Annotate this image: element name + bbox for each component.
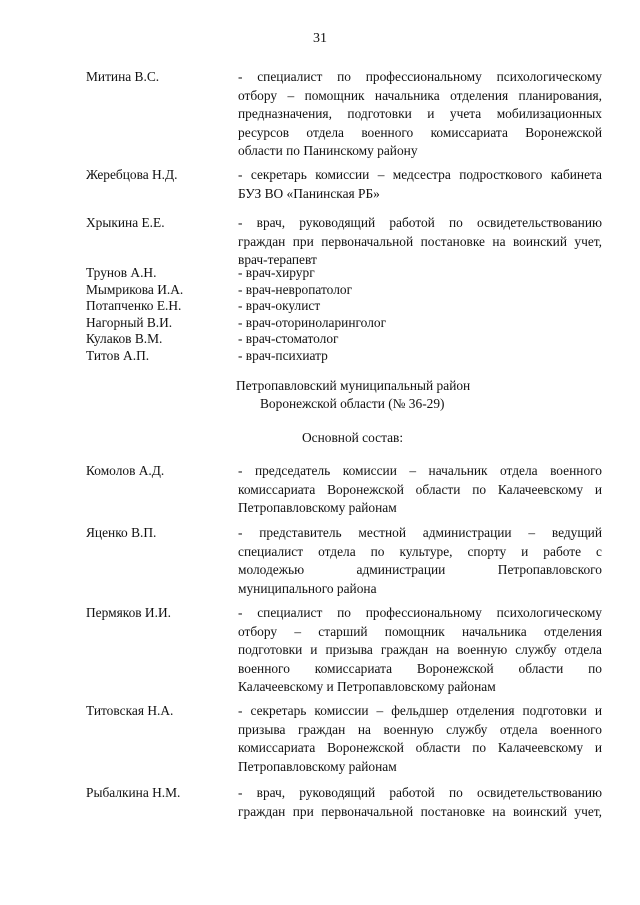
role-line: подготовки и призыва граждан на военную службу отдела: [238, 642, 602, 658]
member-name: Пермяков И.И.: [86, 605, 171, 620]
page-number: 31: [313, 31, 327, 46]
doctor-name: Мымрикова И.А.: [86, 281, 184, 297]
doctor-name: Трунов А.Н.: [86, 265, 157, 280]
entry-rybalkina: [86, 784, 602, 821]
doctor-role: - врач-оториноларинголог: [238, 314, 387, 330]
role-line: врач-терапевт: [238, 252, 317, 268]
role-line: призыва граждан на военную службу отдела военного: [238, 721, 602, 737]
role-line: - секретарь комиссии – фельдшер отделения подготовки и: [238, 703, 602, 718]
doctor-name: Кулаков В.М.: [86, 331, 163, 346]
member-name: Комолов А.Д.: [86, 463, 165, 478]
role-line: области по Панинскому району: [238, 143, 418, 159]
role-line: комиссариата Воронежской области по Калачеевскому и: [238, 740, 602, 756]
role-line: БУЗ ВО «Панинская РБ»: [238, 185, 380, 201]
role-line: Калачеевскому и Петропавловскому районам: [238, 679, 496, 695]
composition-heading: Основной состав:: [302, 430, 404, 445]
role-line: отбору – старший помощник начальника отделения: [238, 623, 602, 639]
role-line: военного комиссариата Воронежской области по: [238, 660, 602, 676]
doctor-name: Потапченко Е.Н.: [86, 298, 182, 313]
role-line: Петропавловскому районам: [238, 758, 397, 774]
role-line: предназначения, подготовки и учета мобилизационных: [238, 106, 602, 122]
district-heading-line1: Петропавловский муниципальный район: [236, 378, 471, 393]
member-role: [238, 214, 602, 270]
doctor-name: Титов А.П.: [86, 347, 150, 363]
member-role: [238, 524, 602, 598]
member-name: Яценко В.П.: [86, 525, 157, 540]
doctor-role: - врач-окулист: [238, 298, 321, 313]
member-role: [238, 166, 602, 203]
entry-komolov: [86, 462, 602, 518]
role-line: - врач, руководящий работой по освидетельствованию: [238, 785, 602, 800]
member-role: [238, 784, 602, 821]
entry-yatsenko: [86, 524, 602, 598]
role-line: Петропавловскому районам: [238, 500, 397, 516]
member-role: [238, 604, 602, 697]
member-role: [238, 702, 602, 776]
member-name: Митина В.С.: [86, 69, 160, 84]
role-line: - специалист по профессиональному психологическому: [238, 69, 602, 84]
role-line: - специалист по профессиональному психологическому: [238, 605, 602, 620]
member-role: [238, 68, 602, 161]
member-name: Титовская Н.А.: [86, 703, 174, 718]
role-line: молодежью администрации Петропавловского: [238, 562, 602, 578]
doctor-role: - врач-психиатр: [238, 347, 328, 363]
entry-khrykina: [86, 214, 602, 270]
doctor-role: - врач-невропатолог: [238, 281, 353, 297]
role-line: - врач, руководящий работой по освидетельствованию: [238, 215, 602, 230]
doctor-name: Нагорный В.И.: [86, 314, 173, 330]
member-name: Хрыкина Е.Е.: [86, 215, 165, 230]
role-line: ресурсов отдела военного комиссариата Воронежской: [238, 124, 602, 140]
entry-mitina: [86, 68, 602, 161]
role-line: граждан при первоначальной постановке на воинский учет,: [238, 803, 602, 819]
doctor-role: - врач-стоматолог: [238, 331, 339, 346]
doctor-row: [86, 347, 602, 366]
member-name: Рыбалкина Н.М.: [86, 785, 181, 800]
entry-permyakov: [86, 604, 602, 697]
role-line: отбору – помощник начальника отделения планирования,: [238, 87, 602, 103]
role-line: - секретарь комиссии – медсестра подросткового кабинета: [238, 167, 602, 182]
entry-zherebtsova: [86, 166, 602, 203]
entry-titovskaya: [86, 702, 602, 776]
role-line: - представитель местной администрации – ведущий: [238, 525, 602, 540]
role-line: специалист отдела по культуре, спорту и работе с: [238, 543, 602, 559]
role-line: комиссариата Воронежской области по Калачеевскому и: [238, 481, 602, 497]
district-heading-line2: Воронежской области (№ 36-29): [260, 396, 445, 411]
member-name: Жеребцова Н.Д.: [86, 167, 178, 182]
member-role: [238, 462, 602, 518]
role-line: граждан при первоначальной постановке на воинский учет,: [238, 233, 602, 249]
doctor-role: - врач-хирург: [238, 265, 315, 280]
role-line: муниципального района: [238, 580, 377, 596]
role-line: - председатель комиссии – начальник отдела военного: [238, 463, 602, 478]
